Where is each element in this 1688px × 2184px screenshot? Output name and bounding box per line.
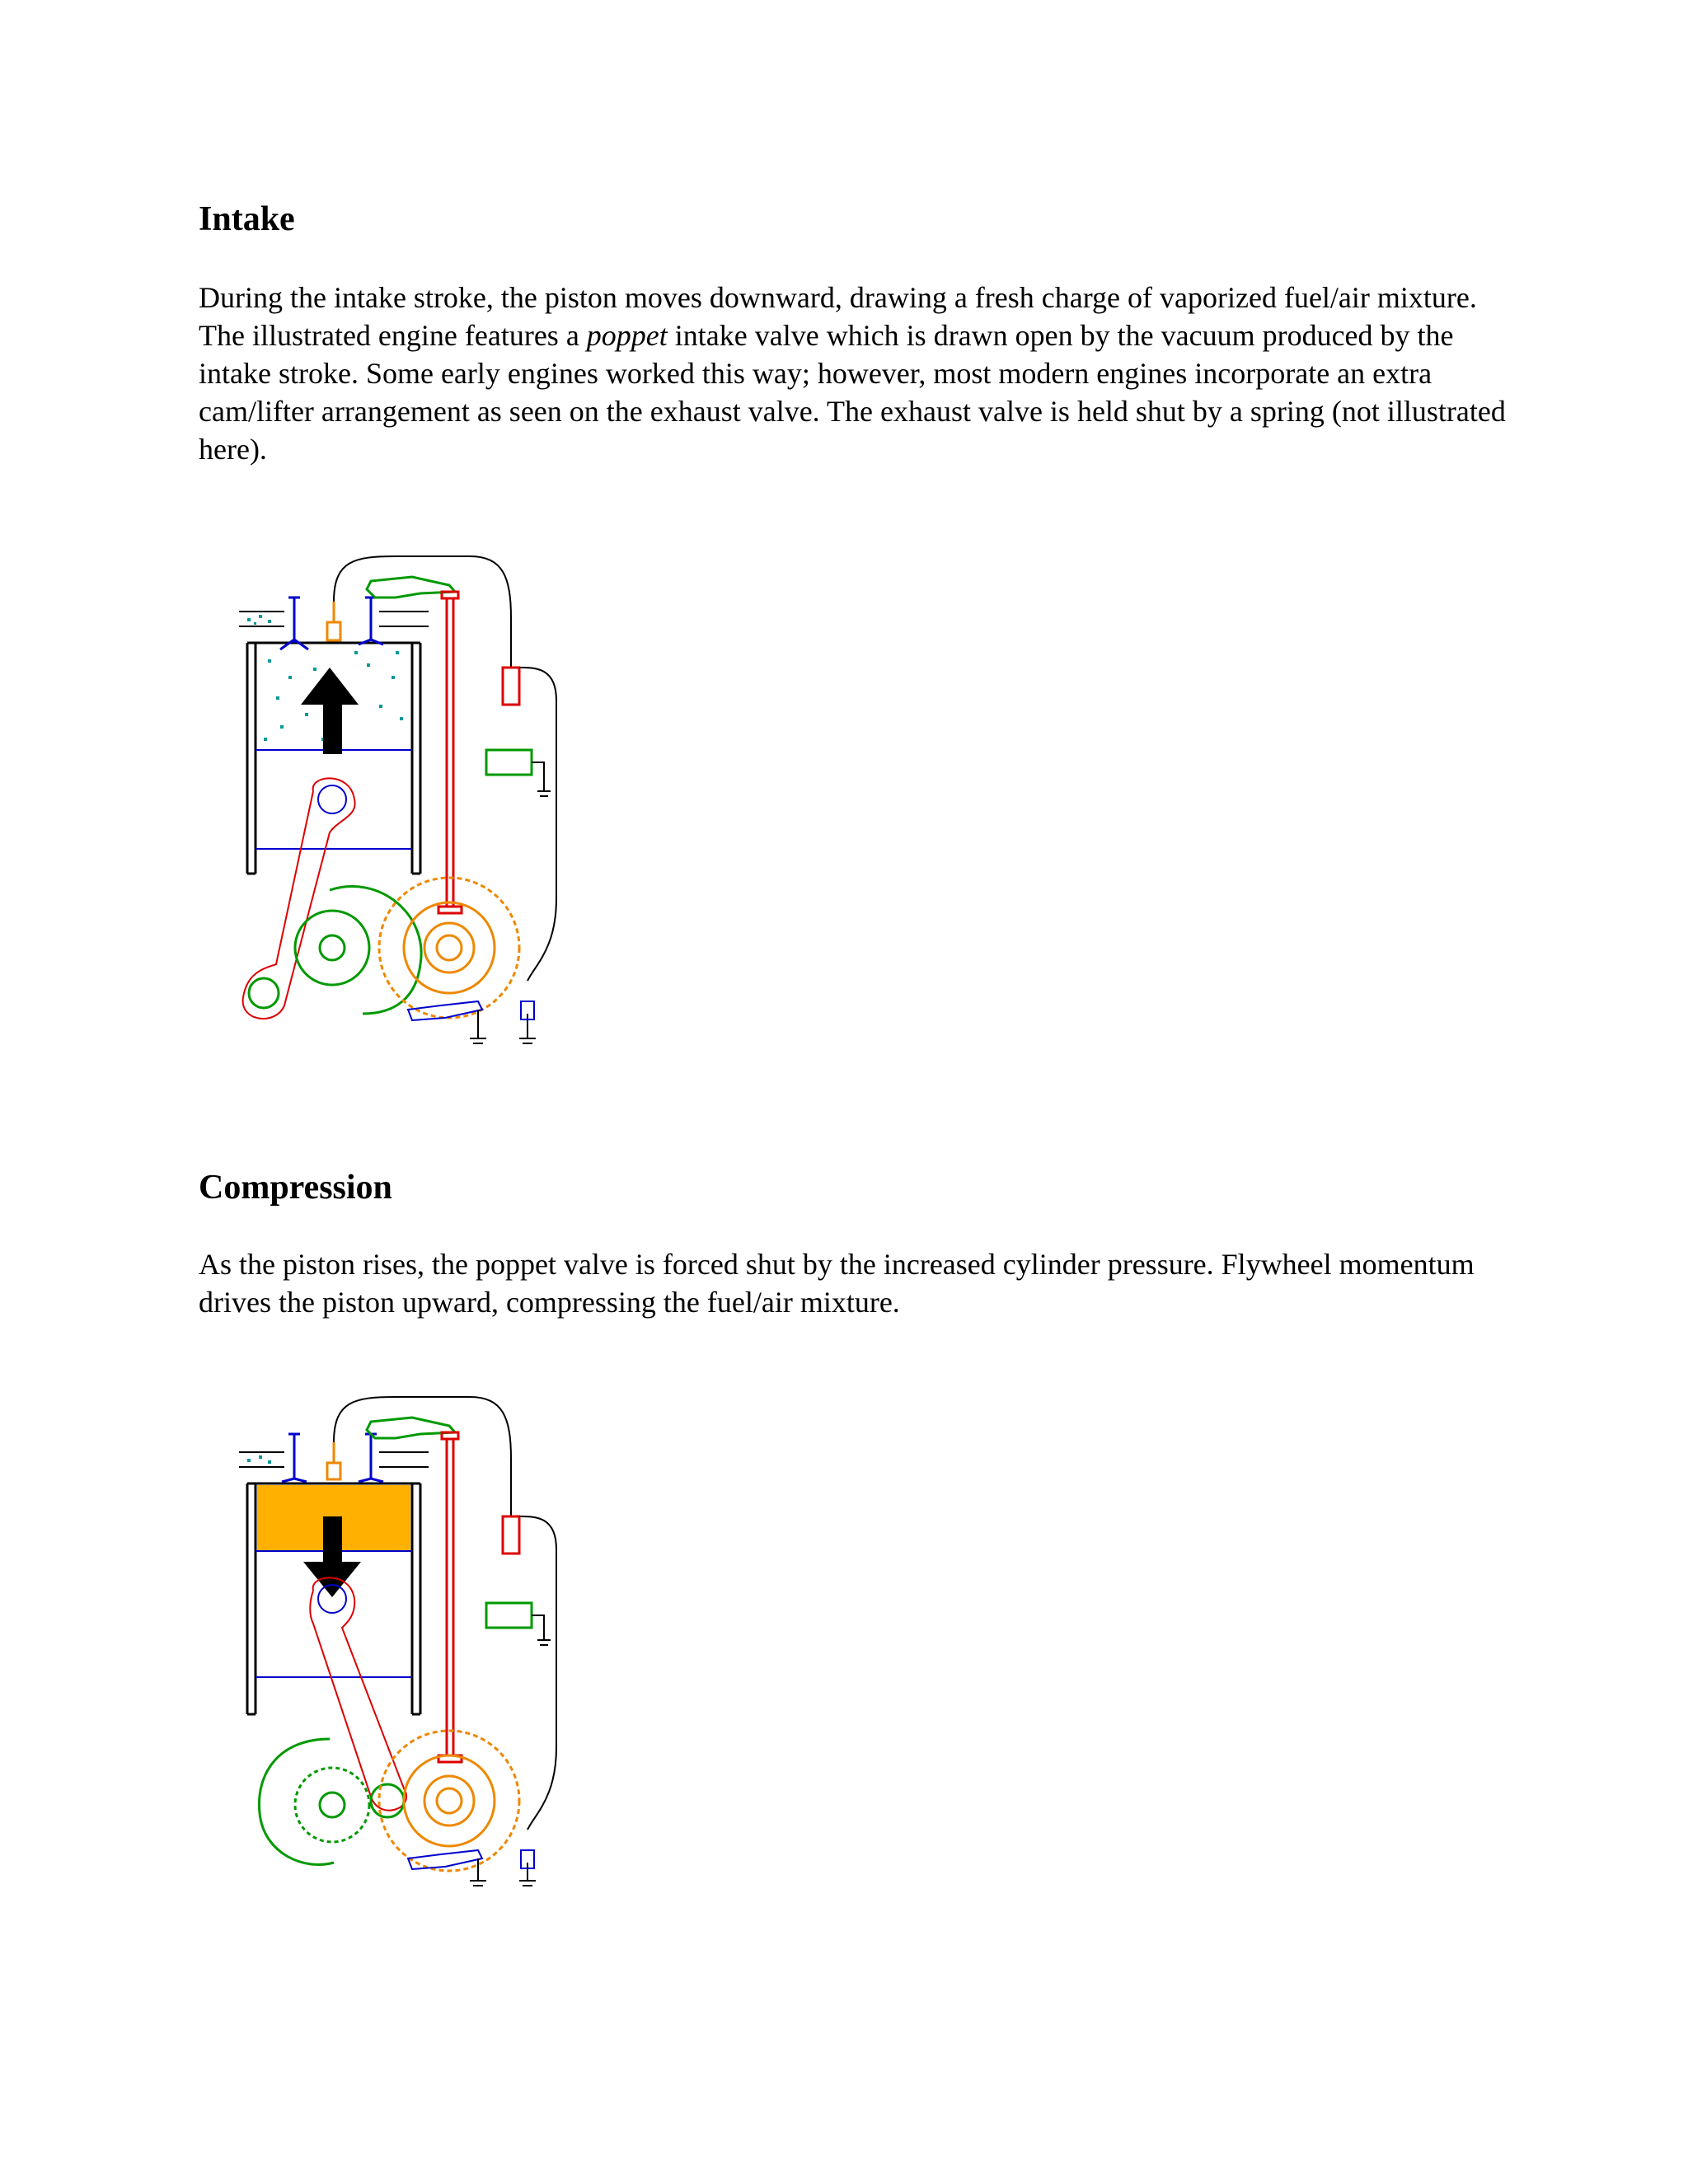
exhaust-valve: [359, 1434, 383, 1482]
crank-pin: [249, 978, 279, 1008]
intake-text-after: intake valve which is drawn open by the vacuum produced by the intake stroke. Some early engines worked this way; however, most modern engines incorporate an extra cam/lifter arrangement as seen on the exhaust valve. The exhaust valve is held shut by a spring (not illustrated here).: [199, 319, 1506, 466]
spark-plug: [327, 602, 340, 640]
intake-text-emphasis: poppet: [586, 319, 668, 352]
cam-gear: [259, 1739, 369, 1865]
ground-wire: [532, 1615, 551, 1645]
intake-fuel-dots: [247, 615, 271, 625]
exhaust-manifold: [379, 612, 429, 626]
pushrod: [438, 592, 462, 913]
pushrod: [438, 1432, 462, 1762]
cam-gear: [295, 887, 421, 1014]
intake-engine-svg: [231, 552, 577, 1047]
spark-plug: [327, 1442, 340, 1479]
intake-engine-diagram: [231, 552, 577, 1047]
flywheel-gear: [379, 1731, 519, 1871]
compression-engine-diagram: [231, 1393, 577, 1887]
intake-text-before: During the intake stroke, the piston moves downward, drawing a fresh charge of vaporized fuel/air mixture. The illustrated engine features a: [199, 281, 1477, 352]
ground-symbols: [470, 1010, 536, 1043]
ignition-coil: [503, 1516, 519, 1554]
ground-wire: [532, 762, 551, 796]
battery: [486, 1603, 532, 1628]
wrist-pin: [318, 785, 346, 813]
return-wire: [519, 1516, 556, 1830]
crank-pin: [371, 1784, 404, 1817]
exhaust-valve: [359, 598, 383, 644]
section-heading-compression: Compression: [199, 1169, 392, 1207]
battery: [486, 750, 532, 775]
piston: [256, 750, 412, 849]
return-wire: [519, 668, 556, 981]
direction-arrow: [301, 668, 359, 754]
intake-manifold: [239, 612, 284, 626]
section-heading-intake: Intake: [199, 200, 295, 238]
connecting-rod: [243, 778, 355, 1019]
ignition-coil: [503, 668, 519, 705]
compression-paragraph: As the piston rises, the poppet valve is forced shut by the increased cylinder pressure. Flywheel momentum drives the piston upward, compressing the fuel/air mixture.: [199, 1248, 1475, 1319]
exhaust-manifold: [379, 1452, 429, 1467]
intake-fuel-dots: [247, 1455, 271, 1464]
intake-manifold: [239, 1452, 284, 1467]
intake-valve: [282, 1434, 307, 1482]
flywheel-gear: [379, 878, 519, 1018]
compression-engine-svg: [231, 1393, 577, 1887]
connecting-rod: [310, 1577, 406, 1810]
intake-paragraph: [199, 279, 1509, 468]
